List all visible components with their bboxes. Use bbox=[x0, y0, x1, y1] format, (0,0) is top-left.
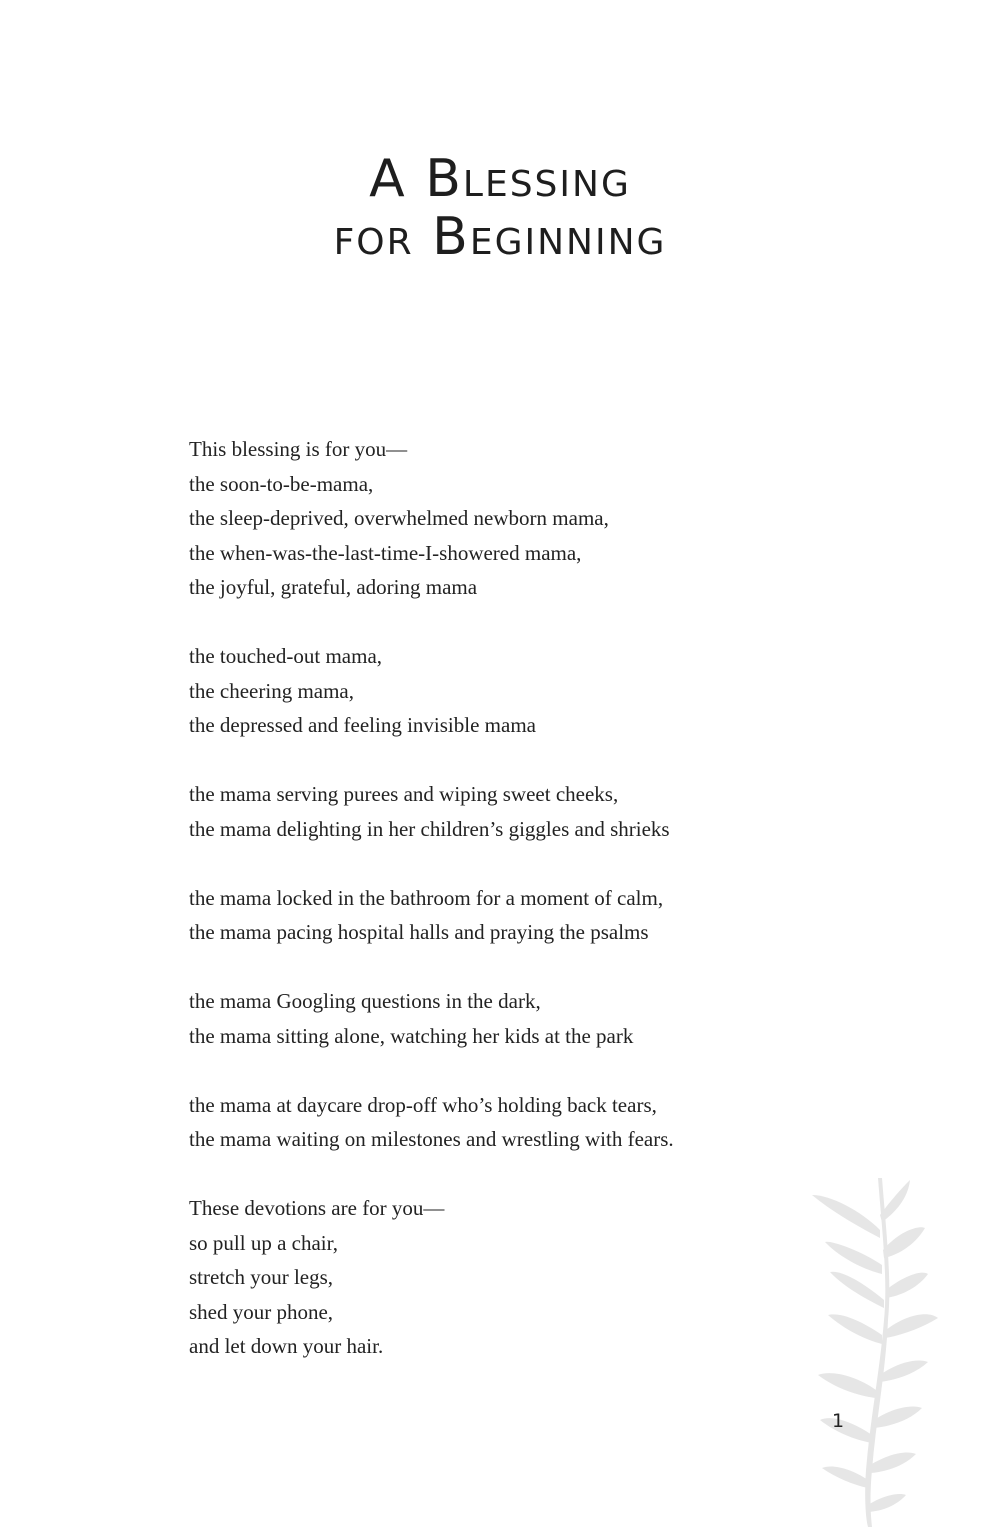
stanza-7 bbox=[189, 1191, 789, 1364]
poem-line: the depressed and feeling invisible mama bbox=[189, 713, 536, 737]
leaf-branch-icon bbox=[800, 1170, 940, 1527]
title-line-1: A Blessing bbox=[369, 149, 631, 209]
page-number: 1 bbox=[832, 1410, 845, 1432]
poem-line: the mama waiting on milestones and wrestling with fears. bbox=[189, 1127, 674, 1151]
poem-line: so pull up a chair, bbox=[189, 1230, 339, 1255]
poem-line: the mama pacing hospital halls and praying the psalms bbox=[189, 920, 649, 944]
poem-line: This blessing is for you— bbox=[189, 437, 408, 461]
poem-line: the touched-out mama, bbox=[189, 644, 383, 668]
poem-line: These devotions are for you— bbox=[189, 1196, 445, 1220]
poem-line: the mama locked in the bathroom for a moment of calm, bbox=[189, 885, 664, 910]
poem-line: the when-was-the-last-time-I-showered mama, bbox=[189, 540, 582, 565]
stanza-5 bbox=[189, 984, 789, 1053]
stanza-6 bbox=[189, 1088, 789, 1157]
stanza-4 bbox=[189, 881, 789, 950]
poem-line: the mama delighting in her children’s giggles and shrieks bbox=[189, 816, 670, 841]
page-title bbox=[0, 150, 1000, 266]
poem-line: the mama sitting alone, watching her kids at the park bbox=[189, 1023, 634, 1048]
poem-line: the soon-to-be-mama, bbox=[189, 471, 374, 496]
poem-line: the cheering mama, bbox=[189, 678, 355, 703]
stanza-2 bbox=[189, 639, 789, 743]
poem-line: stretch your legs, bbox=[189, 1265, 334, 1289]
poem-line: the sleep-deprived, overwhelmed newborn mama, bbox=[189, 506, 609, 530]
poem-line: the mama at daycare drop-off who’s holding back tears, bbox=[189, 1092, 657, 1117]
poem-body bbox=[189, 432, 789, 1398]
poem-line: the mama Googling questions in the dark, bbox=[189, 989, 541, 1013]
poem-line: the mama serving purees and wiping sweet cheeks, bbox=[189, 782, 619, 806]
title-line-2: for Beginning bbox=[333, 207, 667, 267]
stanza-1 bbox=[189, 432, 789, 605]
poem-line: the joyful, grateful, adoring mama bbox=[189, 575, 478, 599]
poem-line: and let down your hair. bbox=[189, 1334, 384, 1358]
stanza-3 bbox=[189, 777, 789, 846]
poem-line: shed your phone, bbox=[189, 1299, 334, 1324]
